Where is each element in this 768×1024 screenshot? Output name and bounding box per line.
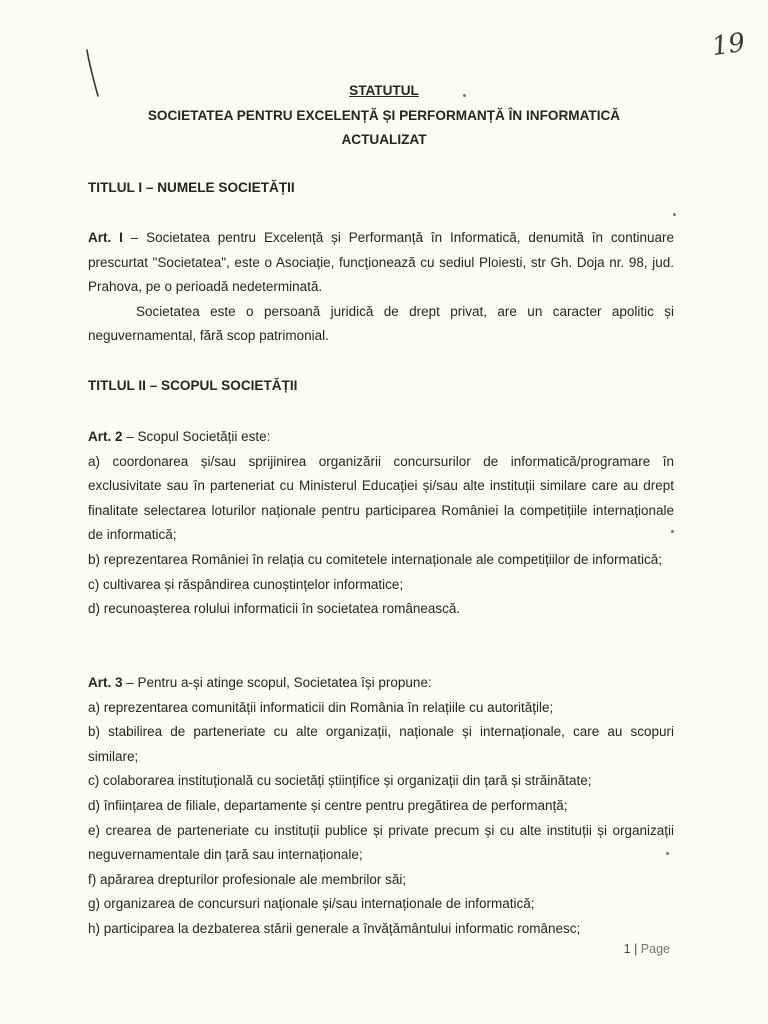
- document-title: STATUTUL: [349, 83, 419, 98]
- footer-page-number: 1: [623, 942, 631, 956]
- article-1-label: Art. I: [88, 230, 123, 245]
- list-item: e) crearea de parteneriate cu instituții publice și private precum și cu alte instituții și organizații neguvernamentale din țară sau internaționale;: [88, 822, 674, 863]
- scan-speck: [671, 530, 674, 533]
- list-item: c) cultivarea și răspândirea cunoștințelor informatice;: [88, 576, 404, 592]
- list-item: a) reprezentarea comunității informaticii din România în relațiile cu autoritățile;: [88, 699, 554, 715]
- list-item: b) stabilirea de parteneriate cu alte organizații, naționale și internaționale, care au scopuri similare;: [88, 724, 674, 764]
- list-item: f) apărarea drepturilor profesionale ale membrilor săi;: [88, 871, 407, 887]
- article-3-label: Art. 3: [88, 675, 123, 690]
- article-2: [88, 425, 674, 622]
- list-item: d) înființarea de filiale, departamente și centre pentru pregătirea de performanță;: [88, 797, 568, 813]
- page-footer: [624, 942, 670, 956]
- scan-speck: [666, 852, 669, 855]
- list-item: g) organizarea de concursuri naționale și/sau internaționale de informatică;: [88, 896, 535, 912]
- handwritten-page-number: 19: [710, 27, 748, 63]
- footer-page-label: Page: [640, 942, 670, 956]
- article-1-paragraph-2: Societatea este o persoană juridică de drept privat, are un caracter apolitic și neguvernamental, fără scop patrimonial.: [88, 303, 674, 344]
- scan-speck: [673, 213, 676, 216]
- list-item: a) coordonarea și/sau sprijinirea organizării concursurilor de informatică/programare în exclusivitate sau în parteneriat cu Ministerul Educației și/sau alte instituții similare care au drept finalitate selectarea loturilor naționale pentru participarea României la competițiile internaționale de informatică;: [88, 453, 674, 543]
- article-3-intro: [88, 671, 674, 696]
- article-1-paragraph: [88, 226, 674, 300]
- article-1-text: – Societatea pentru Excelență și Performanță în Informatică, denumită în continuare prescurtat "Societatea", este o Asociație, funcționează cu sediul Ploiesti, str Gh. Doja nr. 98, jud. Prahova, pe o perioadă nedeterminată.: [88, 230, 674, 295]
- article-3-intro-text: – Pentru a-și atinge scopul, Societatea își propune:: [122, 675, 432, 690]
- article-2-intro: [88, 425, 674, 450]
- section-heading-title-1: TITLUL I – NUMELE SOCIETĂȚII: [88, 180, 295, 195]
- footer-separator: |: [630, 942, 641, 956]
- section-heading-title-2: TITLUL II – SCOPUL SOCIETĂȚII: [88, 378, 298, 393]
- organization-name: SOCIETATEA PENTRU EXCELENȚĂ ȘI PERFORMANȚĂ ÎN INFORMATICĂ: [147, 108, 621, 123]
- list-item: d) recunoașterea rolului informaticii în societatea românească.: [88, 601, 461, 617]
- list-item: h) participarea la dezbaterea stării generale a învățământului informatic românesc;: [88, 920, 581, 936]
- article-2-intro-text: – Scopul Societății este:: [122, 429, 271, 444]
- article-1: [88, 226, 674, 349]
- document-subtitle: ACTUALIZAT: [341, 132, 427, 147]
- article-3: [88, 671, 674, 942]
- list-item: b) reprezentarea României în relația cu comitetele internaționale ale competițiilor de informatică;: [88, 551, 663, 567]
- list-item: c) colaborarea instituțională cu societăți științifice și organizații din țară și străinătate;: [88, 773, 592, 789]
- article-2-label: Art. 2: [88, 429, 123, 444]
- scan-speck: [463, 94, 466, 97]
